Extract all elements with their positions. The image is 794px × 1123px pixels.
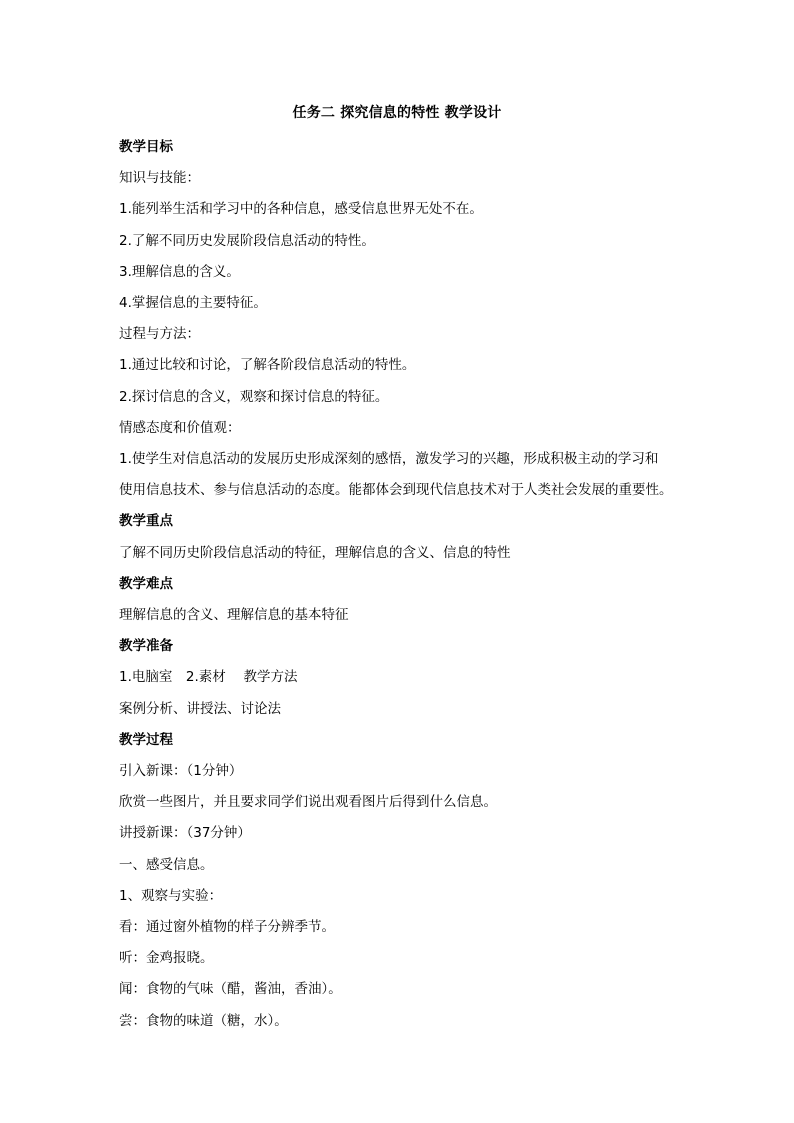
paragraph-line: 听：金鸡报晓。: [119, 950, 214, 967]
paragraph-line: 理解信息的含义、理解信息的基本特征: [119, 607, 349, 624]
paragraph-line: 案例分析、讲授法、讨论法: [119, 700, 281, 717]
paragraph-line: 尝：食物的味道（糖，水）。: [119, 1012, 288, 1029]
paragraph-line: 4.掌握信息的主要特征。: [119, 295, 267, 312]
section-heading: 教学目标: [119, 139, 173, 155]
document-body: [119, 132, 679, 1037]
paragraph-line: 3.理解信息的含义。: [119, 263, 240, 280]
paragraph-line: 看：通过窗外植物的样子分辨季节。: [119, 919, 335, 936]
paragraph-line: 2.了解不同历史发展阶段信息活动的特性。: [119, 232, 375, 249]
paragraph-line: 引入新课：（1分钟）: [119, 763, 243, 780]
section-heading: 教学难点: [119, 575, 173, 592]
paragraph-line: 欣赏一些图片，并且要求同学们说出观看图片后得到什么信息。: [119, 794, 497, 811]
paragraph-line: 一、感受信息。: [119, 856, 214, 873]
paragraph-line: 闻：食物的气味（醋，酱油，香油）。: [119, 981, 342, 998]
paragraph-line: 过程与方法：: [119, 326, 200, 343]
section-heading: 教学过程: [119, 731, 173, 748]
paragraph-line: 了解不同历史阶段信息活动的特征，理解信息的含义、信息的特性: [119, 544, 511, 561]
paragraph-line: 情感态度和价值观：: [119, 419, 241, 436]
paragraph-line: 1.电脑室 2.素材 教学方法: [119, 669, 298, 686]
document-title: 任务二 探究信息的特性 教学设计: [292, 105, 502, 121]
paragraph-line: 1.通过比较和讨论，了解各阶段信息活动的特性。: [119, 357, 416, 374]
paragraph-line: 知识与技能：: [119, 170, 200, 187]
paragraph-line: 1.能列举生活和学习中的各种信息，感受信息世界无处不在。: [119, 201, 483, 218]
section-heading: 教学准备: [119, 638, 173, 655]
paragraph-line: 1、观察与实验：: [119, 887, 223, 904]
paragraph-line: 使用信息技术、参与信息活动的态度。能都体会到现代信息技术对于人类社会发展的重要性。: [119, 482, 673, 499]
paragraph-line: 讲授新课：（37分钟）: [119, 825, 251, 842]
paragraph-line: 2.探讨信息的含义，观察和探讨信息的特征。: [119, 388, 389, 405]
paragraph-line: 1.使学生对信息活动的发展历史形成深刻的感悟，激发学习的兴趣，形成积极主动的学习和: [119, 451, 659, 468]
section-heading: 教学重点: [119, 513, 173, 530]
